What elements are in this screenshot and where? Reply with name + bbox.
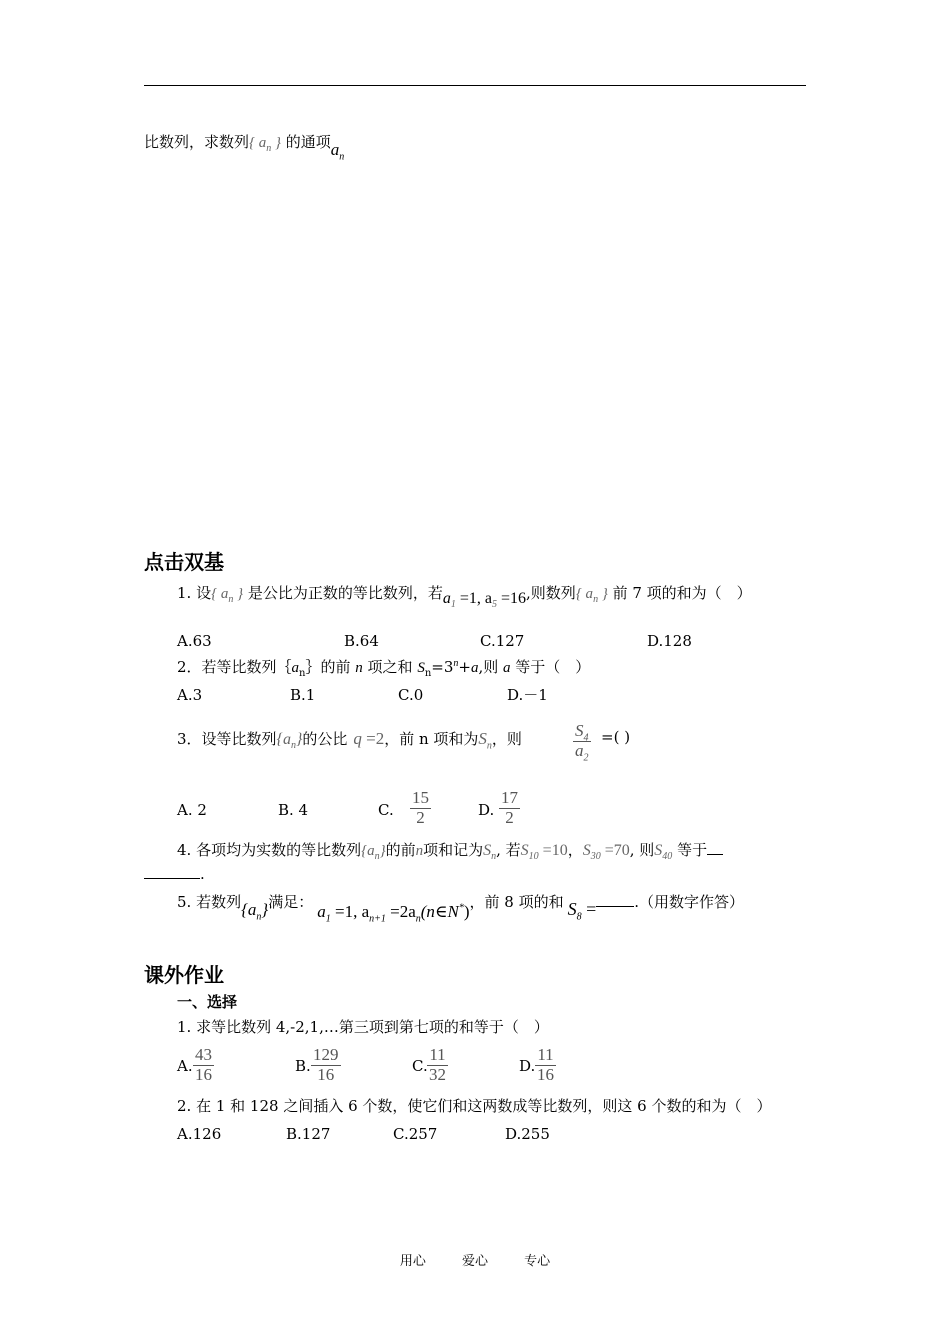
h1-option-a: A.: [177, 1057, 193, 1075]
question-3: 3．设等比数列$\{a_n\}$的公比 q =2，前 n 项和为$S_n$，则: [177, 729, 522, 752]
q3-option-a: A. 2: [177, 801, 207, 819]
h2-option-b: B.127: [286, 1125, 331, 1143]
general-term: $a_n$: [330, 140, 345, 163]
q1-option-a: A.63: [177, 632, 212, 650]
sequence-notation: { $a_n$ }: [249, 135, 282, 154]
q2-option-d: D.－1: [507, 686, 548, 704]
q3-tail: =( ): [601, 728, 631, 746]
page-footer: [0, 1250, 950, 1269]
section-title-homework: 课外作业: [144, 963, 224, 987]
h1-option-d-fraction: $\frac{11}{16}$: [537, 1045, 554, 1084]
section-title-basics: 点击双基: [144, 550, 224, 574]
h2-option-a: A.126: [177, 1125, 222, 1143]
q1-option-c: C.127: [480, 632, 525, 650]
q3-option-d: D.: [478, 801, 495, 819]
question-5: 5. 若数列$\{a_n\}$满足： $a_1 =1$, $a_{n+1}$ $=2a_n(n\in N^*)$，前 8 项的和 $S_8$ = .（用数字作答）: [177, 893, 745, 925]
q2-option-a: A.3: [177, 686, 203, 704]
q1-option-d: D.128: [647, 632, 692, 650]
homework-question-2: 2. 在 1 和 128 之间插入 6 个数，使它们和这两数成等比数列，则这 6 个数的和为（ ）: [177, 1097, 772, 1115]
h1-option-c-fraction: $\frac{11}{32}$: [429, 1045, 446, 1084]
question-2: 2．若等比数列$\{a_n\}$的前 n 项之和 $S_n=3^n+a$,则 a 等于（ ）: [177, 658, 591, 679]
q3-option-c-fraction: $\frac{15}{2}$: [412, 788, 429, 827]
q3-option-d-fraction: $\frac{17}{2}$: [501, 788, 518, 827]
q3-fraction: $\frac{S_4}{a_2}$: [575, 721, 589, 764]
h2-option-c: C.257: [393, 1125, 438, 1143]
h1-option-a-fraction: $\frac{43}{16}$: [195, 1045, 212, 1084]
q2-option-b: B.1: [290, 686, 316, 704]
subsection-choice: 一、选择: [177, 993, 238, 1011]
q4-answer-blank-start: [707, 854, 723, 855]
q4-answer-blank: [144, 878, 200, 879]
h2-option-d: D.255: [505, 1125, 550, 1143]
q1-option-b: B.64: [344, 632, 379, 650]
intro-line: 比数列，求数列{ $a_n$ } 的通项$a_n$: [144, 133, 345, 163]
homework-question-1: 1. 求等比数列 4,-2,1,…第三项到第七项的和等于（ ）: [177, 1018, 549, 1036]
footer-item: 用心: [399, 1254, 426, 1269]
footer-item: 专心: [524, 1254, 551, 1269]
h1-option-b: B.: [295, 1057, 311, 1075]
q2-option-c: C.0: [398, 686, 424, 704]
question-1: 1. 设{ $a_n$ } 是公比为正数的等比数列，若$a_1 =1$, $a_5 =16$,则数列{ $a_n$ } 前 7 项的和为（ ）: [177, 584, 752, 611]
footer-item: 爱心: [461, 1254, 488, 1269]
q3-option-c: C.: [378, 801, 394, 819]
q5-answer-blank: [596, 906, 634, 907]
h1-option-d: D.: [519, 1057, 536, 1075]
h1-option-c: C.: [412, 1057, 428, 1075]
question-4: 4. 各项均为实数的等比数列$\{a_n\}$的前n项和记为$S_n$, 若$S_{10} =10$，$S_{30} =70$, 则$S_{40}$ 等于: [177, 843, 723, 859]
q3-option-b: B. 4: [278, 801, 309, 819]
q4-continuation: .: [144, 867, 205, 882]
h1-option-b-fraction: $\frac{129}{16}$: [313, 1045, 339, 1084]
header-rule: [144, 85, 806, 86]
